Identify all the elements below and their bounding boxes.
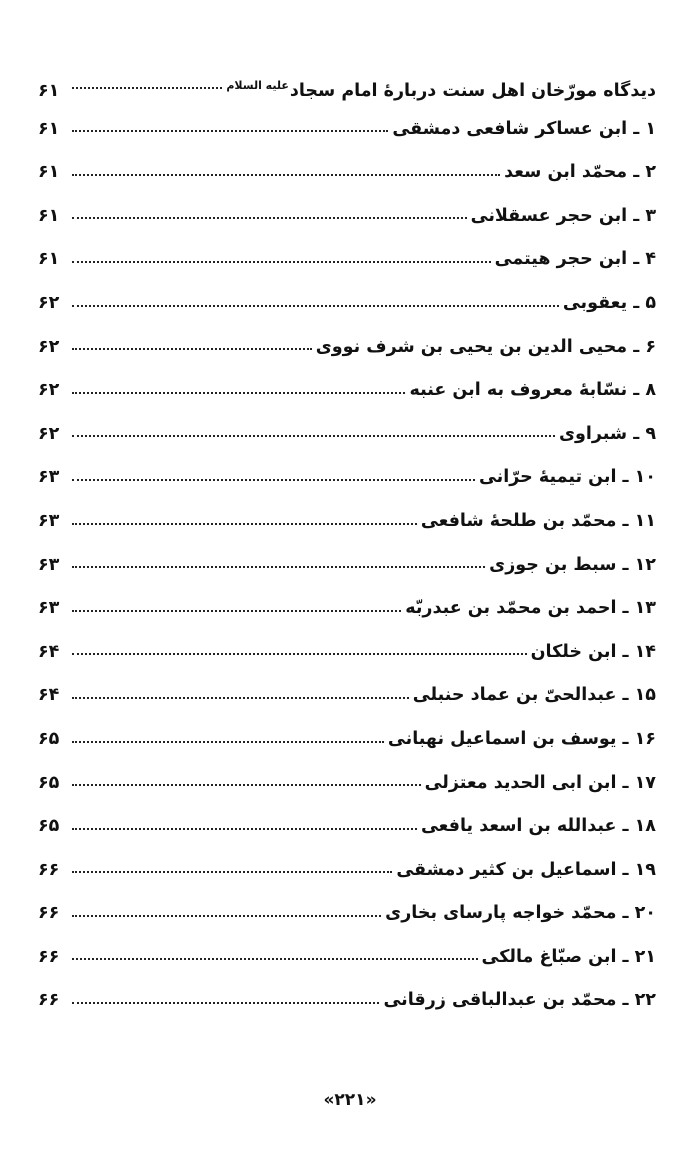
toc-entry-title: ۱۷ ـ ابن ابی الحدید معتزلی	[424, 772, 656, 793]
dot-leader	[72, 261, 491, 263]
toc-entry	[38, 718, 656, 762]
toc-entry	[38, 108, 656, 152]
toc-entry-title: ۹ ـ شبراوی	[558, 423, 656, 444]
toc-entry	[38, 413, 656, 457]
toc-entry-page: ۶۳	[38, 554, 60, 575]
table-of-contents	[38, 64, 656, 1023]
page-number: «۲۲۱»	[323, 1090, 377, 1110]
dot-leader	[72, 348, 312, 350]
toc-entry	[38, 544, 656, 588]
toc-entry-page: ۶۳	[38, 510, 60, 531]
toc-entry-title: ۱۵ ـ عبدالحیّ بن عماد حنبلی	[412, 685, 656, 706]
toc-entry	[38, 849, 656, 893]
toc-entry-title: ۱۲ ـ سبط بن جوزی	[489, 554, 656, 575]
toc-entry-title: ۸ ـ نسّابهٔ معروف به ابن عنبه	[409, 380, 656, 401]
toc-entry	[38, 456, 656, 500]
toc-entry	[38, 936, 656, 980]
toc-entry-title: ۱۱ ـ محمّد بن طلحهٔ شافعی	[420, 510, 656, 531]
toc-entry-page: ۶۱	[38, 249, 60, 270]
toc-entry-title: ۱۸ ـ عبدالله بن اسعد یافعی	[420, 816, 656, 837]
toc-entry-title: ۳ ـ ابن حجر عسقلانی	[470, 205, 656, 226]
toc-entry-title: ۱ ـ ابن عساکر شافعی دمشقی	[392, 118, 656, 139]
toc-entry-page: ۶۶	[38, 859, 60, 880]
dot-leader	[72, 479, 475, 481]
toc-entry-title: ۱۳ ـ احمد بن محمّد بن عبدربّه	[405, 598, 656, 619]
toc-entry-page: ۶۱	[38, 162, 60, 183]
toc-entry-page: ۶۵	[38, 772, 60, 793]
toc-entry-page: ۶۱	[38, 205, 60, 226]
dot-leader	[72, 653, 527, 655]
toc-entry-title: ۴ ـ ابن حجر هیتمی	[494, 249, 656, 270]
toc-entry-title: ۲۲ ـ محمّد بن عبدالباقی زرقانی	[383, 990, 656, 1011]
dot-leader	[72, 610, 401, 612]
toc-heading-title: دیدگاه مورّخان اهل سنت دربارهٔ امام سجاد$^{علیه السلام}$	[226, 79, 656, 101]
dot-leader	[72, 784, 421, 786]
dot-leader	[72, 566, 485, 568]
toc-entry-page: ۶۳	[38, 467, 60, 488]
toc-entry-title: ۲ ـ محمّد ابن سعد	[504, 162, 656, 183]
dot-leader	[72, 828, 417, 830]
toc-entry	[38, 674, 656, 718]
dot-leader	[72, 697, 409, 699]
dot-leader	[72, 871, 392, 873]
toc-entry-page: ۶۱	[38, 118, 60, 139]
toc-entry	[38, 892, 656, 936]
toc-entry	[38, 151, 656, 195]
toc-entry-page: ۶۵	[38, 728, 60, 749]
toc-entry-page: ۶۴	[38, 641, 60, 662]
toc-section-heading	[38, 64, 656, 108]
dot-leader	[72, 523, 417, 525]
toc-entry	[38, 282, 656, 326]
toc-entry-title: ۱۶ ـ یوسف بن اسماعیل نهبانی	[387, 728, 656, 749]
toc-entry-title: ۲۱ ـ ابن صبّاغ مالکی	[481, 946, 656, 967]
toc-entry	[38, 238, 656, 282]
toc-entry-page: ۶۲	[38, 380, 60, 401]
dot-leader	[72, 741, 384, 743]
dot-leader	[72, 87, 222, 89]
toc-entry-title: ۵ ـ یعقوبی	[562, 292, 656, 313]
dot-leader	[72, 174, 500, 176]
toc-entry-title: ۱۹ ـ اسماعیل بن کثیر دمشقی	[396, 859, 656, 880]
dot-leader	[72, 392, 405, 394]
dot-leader	[72, 130, 388, 132]
toc-entry-page: ۶۳	[38, 598, 60, 619]
toc-entry	[38, 587, 656, 631]
toc-entry-title: ۱۰ ـ ابن تیمیهٔ حرّانی	[478, 467, 656, 488]
dot-leader	[72, 435, 555, 437]
dot-leader	[72, 305, 559, 307]
toc-entry	[38, 979, 656, 1023]
toc-entry-page: ۶۴	[38, 685, 60, 706]
dot-leader	[72, 958, 478, 960]
toc-entry-title: ۲۰ ـ محمّد خواجه پارسای بخاری	[385, 903, 656, 924]
toc-entry-page: ۶۶	[38, 903, 60, 924]
toc-entry	[38, 369, 656, 413]
toc-entry-title: ۱۴ ـ ابن خلکان	[530, 641, 656, 662]
honorific-mark: علیه السلام	[226, 79, 289, 92]
toc-entry-page: ۶۲	[38, 423, 60, 444]
toc-entry	[38, 631, 656, 675]
toc-entry-page: ۶۵	[38, 816, 60, 837]
toc-entry-page: ۶۶	[38, 990, 60, 1011]
toc-entry	[38, 195, 656, 239]
toc-entry	[38, 326, 656, 370]
toc-entry-page: ۶۲	[38, 336, 60, 357]
toc-entry	[38, 805, 656, 849]
toc-heading-page: ۶۱	[38, 80, 60, 101]
toc-entry	[38, 762, 656, 806]
toc-entry-page: ۶۶	[38, 946, 60, 967]
dot-leader	[72, 915, 381, 917]
dot-leader	[72, 1002, 379, 1004]
toc-entry-title: ۶ ـ محیی الدین بن یحیی بن شرف نووی	[315, 336, 656, 357]
toc-entry	[38, 500, 656, 544]
dot-leader	[72, 217, 467, 219]
toc-entry-page: ۶۲	[38, 292, 60, 313]
